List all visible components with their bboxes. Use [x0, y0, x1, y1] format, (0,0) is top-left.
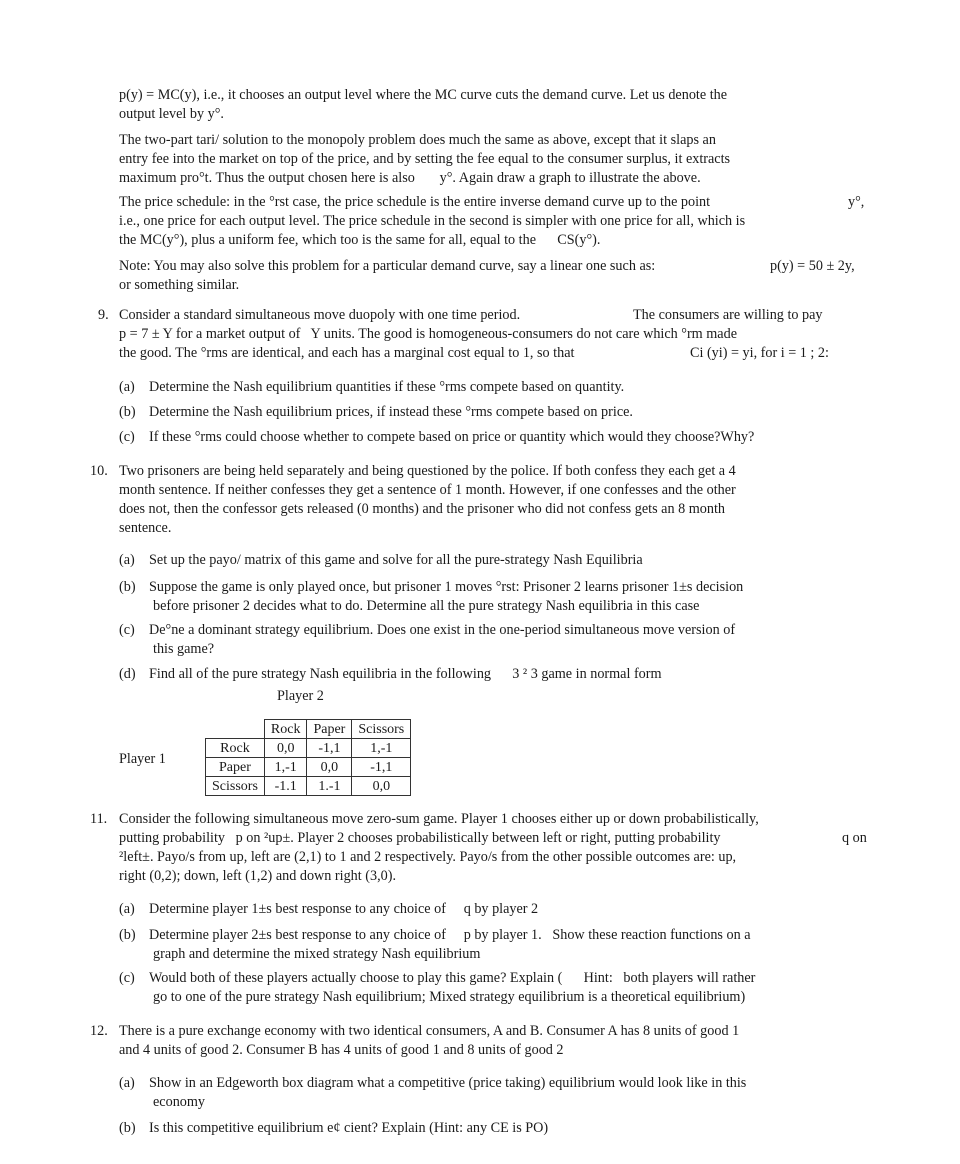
- row-header: Rock: [206, 739, 265, 758]
- part-text: Set up the payo/ matrix of this game and solve for all the pure-strategy Nash Equilibria: [149, 552, 643, 568]
- text-line: sentence.: [119, 520, 172, 536]
- table-corner-cell: [206, 720, 265, 739]
- part-text: De°ne a dominant strategy equilibrium. Does one exist in the one-period simultaneous move version of: [149, 622, 736, 638]
- payoff-matrix-table: [205, 719, 411, 796]
- question-11-part-b: [119, 926, 859, 964]
- payoff-cell: 0,0: [307, 758, 352, 777]
- question-11-part-a: [119, 900, 859, 919]
- question-9-part-b: [119, 403, 859, 422]
- part-label: (d): [119, 666, 136, 682]
- part-text: go to one of the pure strategy Nash equilibrium; Mixed strategy equilibrium is a theoretical equilibrium): [153, 989, 746, 1005]
- payoff-cell: 1,-1: [264, 758, 307, 777]
- math-y-degree: y°,: [848, 194, 865, 210]
- text-line: Consider the following simultaneous move zero-sum game. Player 1 chooses either up or down probabilistically,: [119, 811, 759, 827]
- part-label: (c): [119, 622, 135, 638]
- text-fragment: The consumers are willing to pay: [633, 307, 823, 323]
- text-line: output level by y°.: [119, 106, 224, 122]
- text-line: putting probability p on ²up±. Player 2 chooses probabilistically between left or right, putting probability: [119, 830, 721, 846]
- question-10-text: [119, 462, 834, 538]
- part-text: Determine the Nash equilibrium prices, if instead these °rms compete based on price.: [149, 404, 633, 420]
- question-12-part-a: [119, 1074, 859, 1112]
- question-10-part-a: [119, 551, 859, 570]
- payoff-cell: 1,-1: [352, 739, 411, 758]
- part-text: Determine player 2±s best response to any choice of p by player 1. Show these reaction functions on a: [149, 927, 751, 943]
- text-line: maximum pro°t. Thus the output chosen here is also y°. Again draw a graph to illustrate the above.: [119, 170, 701, 186]
- paragraph-monopoly-output: [119, 86, 831, 124]
- table-row: [206, 777, 411, 796]
- text-line: Note: You may also solve this problem for a particular demand curve, say a linear one such as:: [119, 258, 656, 274]
- column-header: Paper: [307, 720, 352, 739]
- payoff-cell: 0,0: [264, 739, 307, 758]
- table-header-row: [206, 720, 411, 739]
- part-label: (a): [119, 901, 135, 917]
- question-10-part-b: [119, 578, 859, 616]
- column-header: Rock: [264, 720, 307, 739]
- text-line: the MC(y°), plus a uniform fee, which too is the same for all, equal to the CS(y°).: [119, 232, 601, 248]
- question-number: 10.: [90, 463, 108, 479]
- part-text: economy: [153, 1094, 206, 1110]
- text-line: Consider a standard simultaneous move duopoly with one time period.: [119, 307, 521, 323]
- text-line: p = 7 ± Y for a market output of Y units. The good is homogeneous-consumers do not care which °rm made: [119, 326, 737, 342]
- text-line: i.e., one price for each output level. The price schedule in the second is simpler with one price for all, which is: [119, 213, 746, 229]
- text-line: the good. The °rms are identical, and each has a marginal cost equal to 1, so that: [119, 345, 575, 361]
- part-text: Find all of the pure strategy Nash equilibria in the following 3 ² 3 game in normal form: [149, 666, 662, 682]
- part-text: Is this competitive equilibrium e¢ cient? Explain (Hint: any CE is PO): [149, 1120, 549, 1136]
- row-header: Paper: [206, 758, 265, 777]
- payoff-cell: 1.-1: [307, 777, 352, 796]
- payoff-cell: -1,1: [352, 758, 411, 777]
- text-line: The price schedule: in the °rst case, the price schedule is the entire inverse demand curve up to the point: [119, 194, 711, 210]
- text-line: The two-part tari/ solution to the monopoly problem does much the same as above, except that it slaps an: [119, 132, 716, 148]
- paragraph-price-schedule: [119, 193, 849, 250]
- part-text: this game?: [153, 641, 215, 657]
- question-number: 11.: [90, 811, 108, 827]
- paragraph-note: [119, 257, 769, 295]
- part-text: Determine the Nash equilibrium quantities if these °rms compete based on quantity.: [149, 379, 625, 395]
- part-label: (c): [119, 429, 135, 445]
- part-text: Show in an Edgeworth box diagram what a competitive (price taking) equilibrium would look like in this: [149, 1075, 747, 1091]
- math-q-on: q on: [842, 830, 867, 846]
- part-label: (b): [119, 404, 136, 420]
- payoff-cell: 0,0: [352, 777, 411, 796]
- part-label: (b): [119, 927, 136, 943]
- question-11-part-c: [119, 969, 859, 1007]
- text-line: p(y) = MC(y), i.e., it chooses an output level where the MC curve cuts the demand curve. Let us denote the: [119, 87, 728, 103]
- part-text: Would both of these players actually choose to play this game? Explain ( Hint: both players will rather: [149, 970, 756, 986]
- question-9-part-c: [119, 428, 859, 447]
- table-row: [206, 758, 411, 777]
- question-10-part-c: [119, 621, 859, 659]
- part-label: (b): [119, 579, 136, 595]
- question-number: 12.: [90, 1023, 108, 1039]
- math-linear-demand: p(y) = 50 ± 2y,: [770, 258, 855, 274]
- player-1-label: Player 1: [119, 751, 166, 767]
- text-line: ²left±. Payo/s from up, left are (2,1) to 1 and 2 respectively. Payo/s from the other possible outcomes are: up,: [119, 849, 737, 865]
- part-text: If these °rms could choose whether to compete based on price or quantity which would they choose?Why?: [149, 429, 755, 445]
- paragraph-two-part-tariff: [119, 131, 819, 188]
- text-line: month sentence. If neither confesses they get a sentence of 1 month. However, if one confesses and the other: [119, 482, 736, 498]
- text-line: entry fee into the market on top of the price, and by setting the fee equal to the consumer surplus, it extracts: [119, 151, 731, 167]
- question-10-part-d: [119, 665, 859, 684]
- row-header: Scissors: [206, 777, 265, 796]
- player-2-label: Player 2: [277, 688, 324, 704]
- text-line: right (0,2); down, left (1,2) and down right (3,0).: [119, 868, 396, 884]
- question-12-part-b: [119, 1119, 859, 1138]
- payoff-cell: -1,1: [307, 739, 352, 758]
- text-line: Two prisoners are being held separately and being questioned by the police. If both confess they each get a 4: [119, 463, 736, 479]
- text-line: and 4 units of good 2. Consumer B has 4 units of good 1 and 8 units of good 2: [119, 1042, 564, 1058]
- text-line: There is a pure exchange economy with two identical consumers, A and B. Consumer A has 8 units of good 1: [119, 1023, 740, 1039]
- question-9-part-a: [119, 378, 859, 397]
- part-label: (a): [119, 552, 135, 568]
- question-number: 9.: [98, 307, 109, 323]
- part-label: (a): [119, 379, 135, 395]
- question-12-text: [119, 1022, 834, 1060]
- question-11-text: [119, 810, 834, 886]
- part-text: Determine player 1±s best response to any choice of q by player 2: [149, 901, 539, 917]
- math-cost-function: Ci (yi) = yi, for i = 1 ; 2:: [690, 345, 829, 361]
- payoff-cell: -1.1: [264, 777, 307, 796]
- part-text: before prisoner 2 decides what to do. Determine all the pure strategy Nash equilibria in this case: [153, 598, 700, 614]
- part-label: (a): [119, 1075, 135, 1091]
- part-text: graph and determine the mixed strategy Nash equilibrium: [153, 946, 481, 962]
- text-line: does not, then the confessor gets released (0 months) and the prisoner who did not confess gets an 8 month: [119, 501, 725, 517]
- text-line: or something similar.: [119, 277, 240, 293]
- part-label: (b): [119, 1120, 136, 1136]
- column-header: Scissors: [352, 720, 411, 739]
- table-row: [206, 739, 411, 758]
- part-label: (c): [119, 970, 135, 986]
- part-text: Suppose the game is only played once, but prisoner 1 moves °rst: Prisoner 2 learns prisoner 1±s decision: [149, 579, 744, 595]
